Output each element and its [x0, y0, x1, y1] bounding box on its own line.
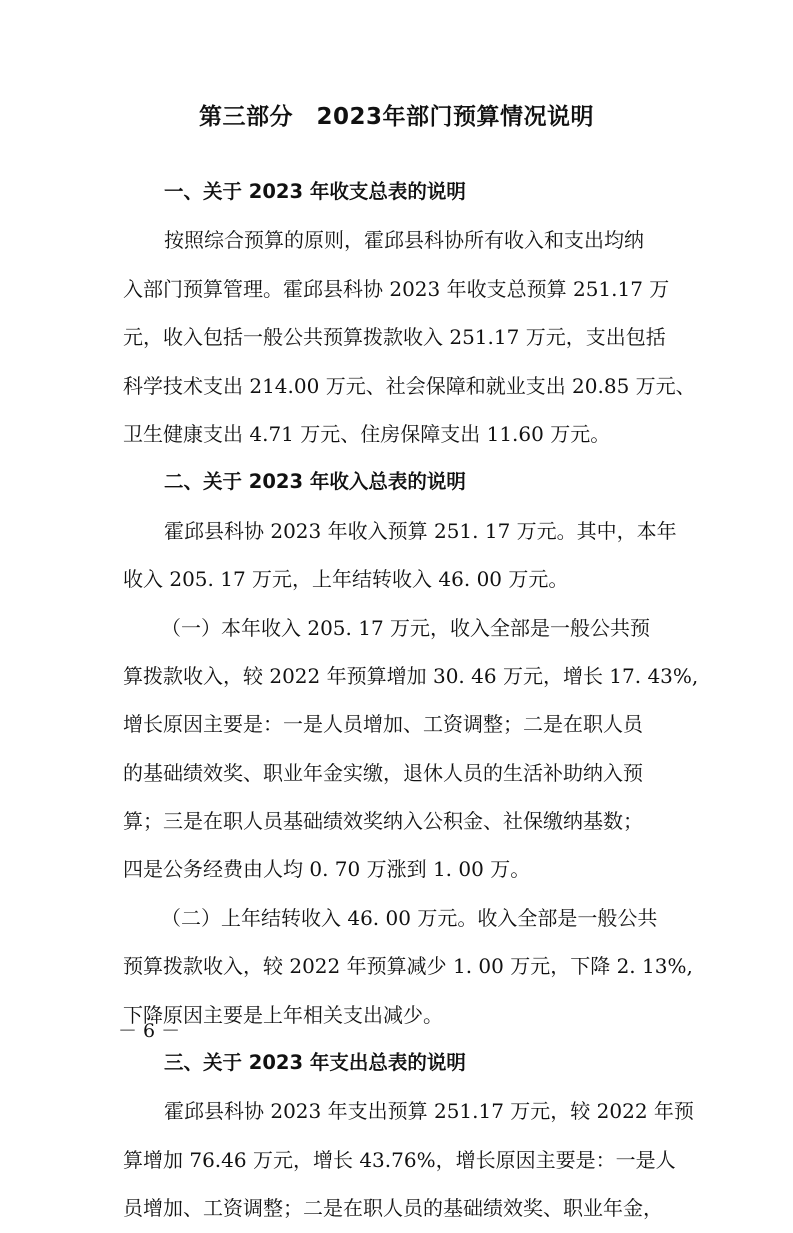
- paragraph-line: 卫生健康支出 4.71 万元、住房保障支出 11.60 万元。: [123, 421, 611, 446]
- paragraph-line: 预算拨款收入，较 2022 年预算减少 1. 00 万元，下降 2. 13%,: [123, 954, 693, 979]
- paragraph-line: 员增加、工资调整；二是在职人员的基础绩效奖、职业年金，: [123, 1196, 663, 1221]
- paragraph-line: 下降原因主要是上年相关支出减少。: [123, 1002, 443, 1027]
- paragraph-line: 算增加 76.46 万元，增长 43.76%，增长原因主要是：一是人: [123, 1147, 676, 1172]
- paragraph-line: 霍邱县科协 2023 年支出预算 251.17 万元，较 2022 年预: [164, 1099, 694, 1124]
- paragraph-line: （二）上年结转收入 46. 00 万元。收入全部是一般公共: [161, 905, 658, 930]
- paragraph-line: 增长原因主要是：一是人员增加、工资调整；二是在职人员: [123, 712, 643, 737]
- paragraph-line: 的基础绩效奖、职业年金实缴，退休人员的生活补助纳入预: [123, 760, 643, 785]
- section-heading-3: 三、关于 2023 年支出总表的说明: [164, 1051, 466, 1075]
- page-title: 第三部分 2023年部门预算情况说明: [198, 104, 594, 130]
- paragraph-line: 霍邱县科协 2023 年收入预算 251. 17 万元。其中，本年: [164, 518, 677, 543]
- page-number: － 6 －: [118, 1020, 181, 1042]
- paragraph-line: 科学技术支出 214.00 万元、社会保障和就业支出 20.85 万元、: [123, 373, 696, 398]
- document-body: [123, 168, 699, 1233]
- paragraph-line: （一）本年收入 205. 17 万元，收入全部是一般公共预: [161, 615, 651, 640]
- paragraph-line: 元，收入包括一般公共预算拨款收入 251.17 万元，支出包括: [123, 325, 666, 350]
- paragraph-line: 收入 205. 17 万元，上年结转收入 46. 00 万元。: [123, 567, 569, 592]
- section-heading-1: 一、关于 2023 年收支总表的说明: [164, 180, 466, 203]
- paragraph-line: 按照综合预算的原则，霍邱县科协所有收入和支出均纳: [164, 228, 644, 253]
- paragraph-line: 算拨款收入，较 2022 年预算增加 30. 46 万元，增长 17. 43%,: [123, 663, 699, 688]
- paragraph-line: 入部门预算管理。霍邱县科协 2023 年收支总预算 251.17 万: [123, 276, 670, 301]
- paragraph-line: 四是公务经费由人均 0. 70 万涨到 1. 00 万。: [123, 857, 531, 882]
- section-heading-2: 二、关于 2023 年收入总表的说明: [164, 470, 466, 494]
- paragraph-line: 算；三是在职人员基础绩效奖纳入公积金、社保缴纳基数；: [123, 809, 643, 834]
